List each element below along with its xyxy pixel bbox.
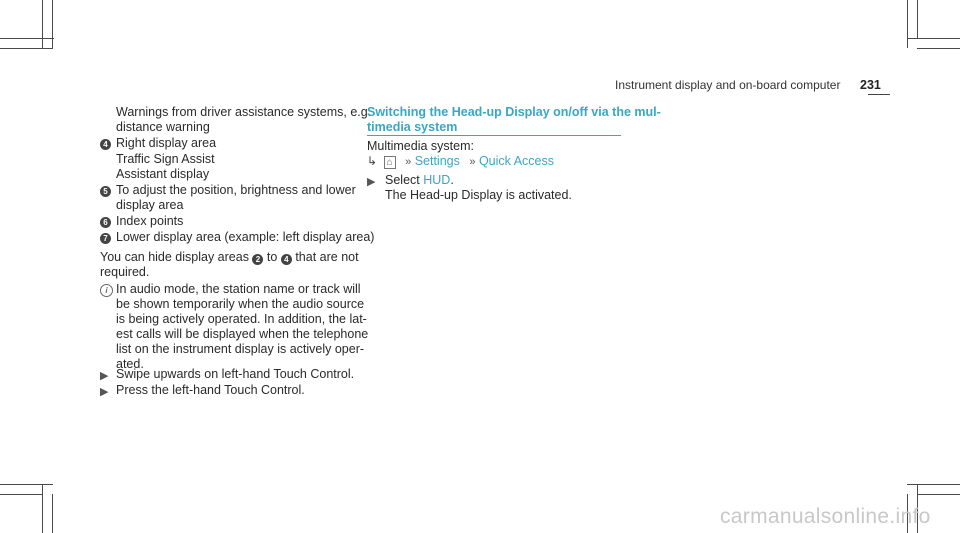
hide-paragraph [100,250,359,265]
callout-number: 7 [100,233,111,244]
note-line: list on the instrument display is actively oper- [116,342,365,356]
watermark: carmanualsonline.info [720,505,931,528]
crop-mark [42,484,43,533]
crop-mark [917,48,960,49]
hide-text: required. [100,265,150,279]
crop-mark [917,0,918,38]
instruction-step [385,173,454,188]
list-item: To adjust the position, brightness and lower [116,183,356,197]
header-rule [868,94,890,95]
info-icon: i [100,284,113,297]
step-arrow-icon: ▶ [367,176,376,188]
step-text: . [450,173,454,187]
note-line: est calls will be displayed when the telephone [116,327,369,341]
note-line: be shown temporarily when the audio source [116,297,365,311]
crop-mark [42,0,43,48]
menu-path [367,154,607,170]
crop-mark [52,494,53,533]
instruction-step: Press the left-hand Touch Control. [116,383,305,397]
page-number: 231 [860,78,881,92]
crop-mark [52,0,53,48]
title-underline [367,135,621,136]
section-title: timedia system [367,120,458,134]
multimedia-label: Multimedia system: [367,139,474,153]
section-title: Switching the Head-up Display on/off via the mul- [367,105,661,119]
hide-text: to [266,250,278,264]
home-icon: ⌂ [384,156,396,169]
return-arrow-icon: ↳ [367,154,378,168]
callout-number: 6 [100,217,111,228]
note-line: ated. [116,357,144,371]
page-header [615,73,885,103]
hide-text: You can hide display areas [100,250,249,264]
warnings-line: Warnings from driver assistance systems, e.g. [116,105,372,119]
path-item-settings: Settings [414,154,460,168]
path-separator-icon: » [405,156,412,168]
note-line: is being actively operated. In addition, the lat- [116,312,367,326]
list-item: display area [116,198,184,212]
list-item: Lower display area (example: left display area) [116,230,375,244]
step-arrow-icon: ▶ [100,386,109,398]
crop-mark [0,494,43,495]
crop-mark [917,494,960,495]
crop-mark [907,484,960,485]
callout-number: 4 [100,139,111,150]
path-separator-icon: » [469,156,476,168]
callout-number: 4 [281,254,292,265]
path-item-quick-access: Quick Access [478,154,554,168]
list-item: Index points [116,214,184,228]
crop-mark [0,38,54,39]
list-item: Right display area [116,136,217,150]
instruction-step: Swipe upwards on left-hand Touch Control. [116,367,355,381]
crop-mark [0,48,53,49]
hud-label: HUD [423,173,451,187]
warnings-line: distance warning [116,120,210,134]
step-arrow-icon: ▶ [100,370,109,382]
callout-number: 5 [100,186,111,197]
step-text: Select [385,173,420,187]
hide-text: that are not [295,250,359,264]
result-text: The Head-up Display is activated. [385,188,572,202]
crop-mark [907,0,908,48]
list-subitem: Assistant display [116,167,210,181]
note-line: In audio mode, the station name or track will [116,282,361,296]
callout-number: 2 [252,254,263,265]
crop-mark [0,484,53,485]
header-title: Instrument display and on-board computer [615,78,841,92]
crop-mark [907,38,960,39]
list-subitem: Traffic Sign Assist [116,152,215,166]
